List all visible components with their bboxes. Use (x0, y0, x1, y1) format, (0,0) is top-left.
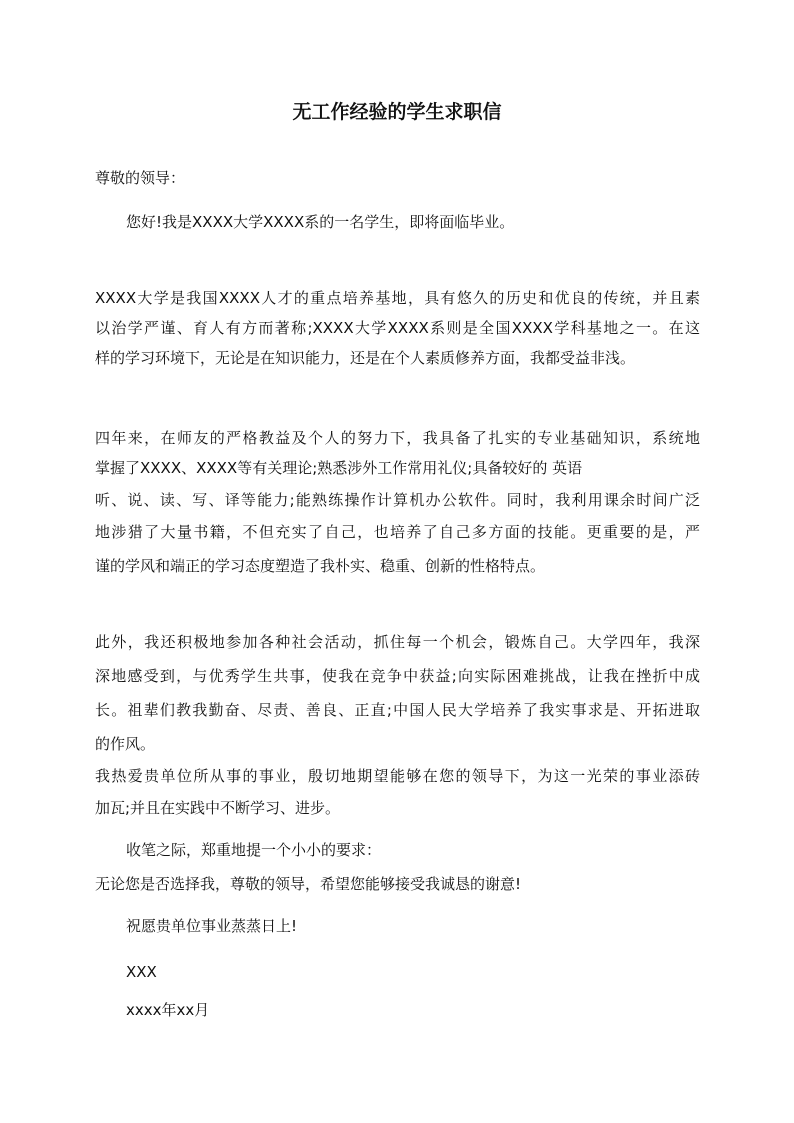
salutation: 尊敬的领导： (95, 169, 186, 187)
paragraph-1-line-1: XXXX大学是我国XXXX人才的重点培养基地，具有悠久的历史和优良的传统，并且素 (95, 289, 700, 307)
paragraph-2-line-2: 掌握了XXXX、XXXX等有关理论;熟悉涉外工作常用礼仪;具备较好的 英语 (95, 459, 583, 477)
paragraph-3-line-4: 的作风。 (95, 735, 156, 753)
paragraph-3-line-2: 深地感受到，与优秀学生共事，使我在竞争中获益;向实际困难挑战，让我在挫折中成 (95, 667, 700, 685)
paragraph-3-line-3: 长。祖辈们教我勤奋、尽责、善良、正直;中国人民大学培养了我实事求是、开拓进取 (95, 701, 700, 719)
closing-request: 无论您是否选择我，尊敬的领导，希望您能够接受我诚恳的谢意! (95, 875, 522, 893)
date-line: xxxx年xx月 (126, 1001, 210, 1019)
document-title: 无工作经验的学生求职信 (292, 101, 502, 123)
paragraph-1-line-3: 样的学习环境下，无论是在知识能力，还是在个人素质修养方面，我都受益非浅。 (95, 349, 636, 367)
paragraph-2-line-1: 四年来，在师友的严格教益及个人的努力下，我具备了扎实的专业基础知识，系统地 (95, 429, 700, 447)
paragraph-2-line-4: 地涉猎了大量书籍，不但充实了自己，也培养了自己多方面的技能。更重要的是，严 (95, 523, 700, 541)
paragraph-3-line-1: 此外，我还积极地参加各种社会活动，抓住每一个机会，锻炼自己。大学四年，我深 (95, 633, 700, 651)
paragraph-1-line-2: 以治学严谨、育人有方而著称;XXXX大学XXXX系则是全国XXXX学科基地之一。在这 (95, 319, 700, 337)
intro-line: 您好!我是XXXX大学XXXX系的一名学生，即将面临毕业。 (126, 213, 515, 231)
paragraph-4-line-2: 加瓦;并且在实践中不断学习、进步。 (95, 799, 341, 817)
paragraph-2-line-5: 谨的学风和端正的学习态度塑造了我朴实、稳重、创新的性格特点。 (95, 557, 546, 575)
signature: XXX (126, 963, 157, 981)
paragraph-2-line-3: 听、说、读、写、译等能力;能熟练操作计算机办公软件。同时，我利用课余时间广泛 (95, 491, 700, 509)
closing-intro: 收笔之际，郑重地提一个小小的要求： (126, 841, 382, 859)
closing-wish: 祝愿贵单位事业蒸蒸日上! (126, 917, 298, 935)
paragraph-4-line-1: 我热爱贵单位所从事的事业，殷切地期望能够在您的领导下，为这一光荣的事业添砖 (95, 767, 700, 785)
